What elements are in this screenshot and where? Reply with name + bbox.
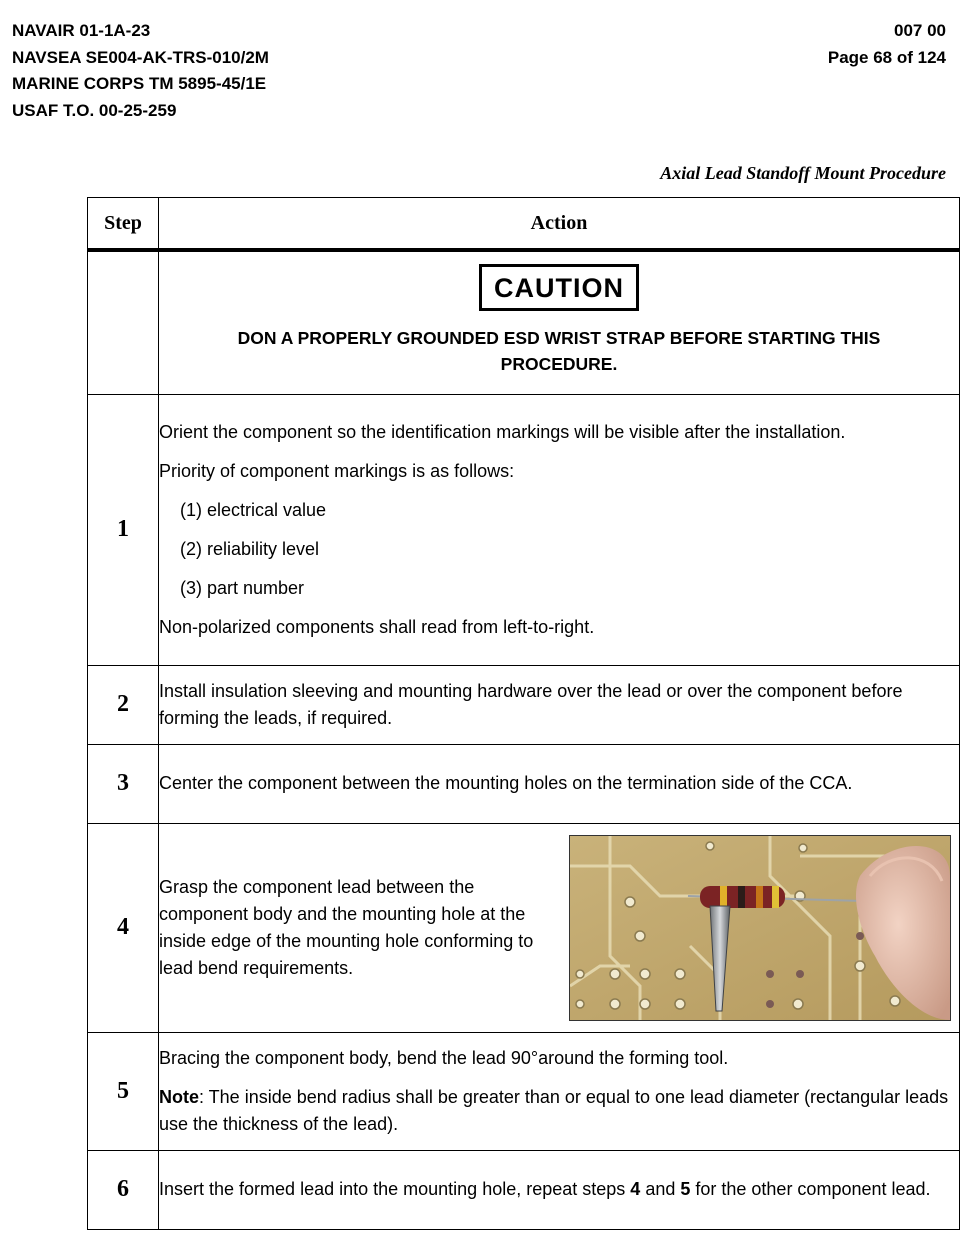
note-text: : The inside bend radius shall be greater than or equal to one lead diameter (rectangular leads use the thickness of the lead). bbox=[159, 1086, 949, 1134]
step-note bbox=[159, 1084, 959, 1138]
step-text: Non-polarized components shall read from left-to-right. bbox=[159, 616, 595, 637]
step-text: Priority of component markings is as follows: bbox=[159, 460, 515, 481]
procedure-table bbox=[87, 197, 960, 1230]
document-id-block bbox=[12, 18, 269, 124]
step-number: 2 bbox=[88, 665, 159, 744]
caution-text: DON A PROPERLY GROUNDED ESD WRIST STRAP BEFORE STARTING THIS PROCEDURE. bbox=[237, 328, 881, 374]
caution-label: CAUTION bbox=[479, 264, 639, 311]
list-item: (1) electrical value bbox=[180, 499, 327, 520]
caution-row bbox=[88, 250, 960, 394]
step-number: 4 bbox=[88, 823, 159, 1032]
step-text: Install insulation sleeving and mounting hardware over the lead or over the component before forming the leads, if required. bbox=[159, 680, 903, 728]
step-action bbox=[159, 1032, 960, 1150]
step-column-header: Step bbox=[88, 198, 159, 251]
caution-step-cell bbox=[88, 250, 159, 394]
table-header-row bbox=[88, 198, 960, 251]
doc-id-usaf: USAF T.O. 00-25-259 bbox=[12, 100, 177, 120]
page-number: Page 68 of 124 bbox=[827, 47, 946, 67]
table-row bbox=[88, 665, 960, 744]
step-action bbox=[159, 744, 960, 823]
lead-bending-photo bbox=[569, 835, 951, 1021]
step-text: Bracing the component body, bend the lead 90°around the forming tool. bbox=[159, 1047, 729, 1068]
step-number: 3 bbox=[88, 744, 159, 823]
page-info-block bbox=[828, 18, 946, 71]
section-number: 007 00 bbox=[894, 21, 946, 40]
note-label: Note bbox=[159, 1086, 199, 1107]
action-column-header: Action bbox=[159, 198, 960, 251]
table-row bbox=[88, 823, 960, 1032]
step-action bbox=[159, 665, 960, 744]
step-number: 1 bbox=[88, 394, 159, 665]
table-row bbox=[88, 1150, 960, 1229]
step-text: Grasp the component lead between the component body and the mounting hole at the inside edge of the mounting hole conforming to lead bend requirements. bbox=[159, 876, 534, 978]
step-text: Orient the component so the identification markings will be visible after the installation. bbox=[159, 421, 846, 442]
step-action bbox=[159, 823, 960, 1032]
step-action bbox=[159, 394, 960, 665]
doc-id-navair: NAVAIR 01-1A-23 bbox=[12, 21, 151, 40]
caution-cell bbox=[159, 250, 960, 394]
step-text-part: Insert the formed lead into the mounting hole, repeat steps bbox=[159, 1179, 631, 1199]
step-text-part: for the other component lead. bbox=[690, 1179, 931, 1199]
step-text: Center the component between the mounting holes on the termination side of the CCA. bbox=[159, 773, 853, 793]
list-item: (3) part number bbox=[180, 577, 305, 598]
table-row bbox=[88, 1032, 960, 1150]
doc-id-navsea: NAVSEA SE004-AK-TRS-010/2M bbox=[12, 47, 269, 67]
step-number: 5 bbox=[88, 1032, 159, 1150]
step-text-part: and bbox=[640, 1179, 681, 1199]
step-ref: 4 bbox=[630, 1179, 641, 1199]
step-action bbox=[159, 1150, 960, 1229]
table-row bbox=[88, 744, 960, 823]
step-number: 6 bbox=[88, 1150, 159, 1229]
procedure-title: Axial Lead Standoff Mount Procedure bbox=[660, 163, 946, 183]
step-ref: 5 bbox=[680, 1179, 691, 1199]
doc-id-marine-corps: MARINE CORPS TM 5895-45/1E bbox=[12, 74, 267, 93]
step-text bbox=[159, 1176, 959, 1203]
table-row bbox=[88, 394, 960, 665]
list-item: (2) reliability level bbox=[180, 538, 320, 559]
